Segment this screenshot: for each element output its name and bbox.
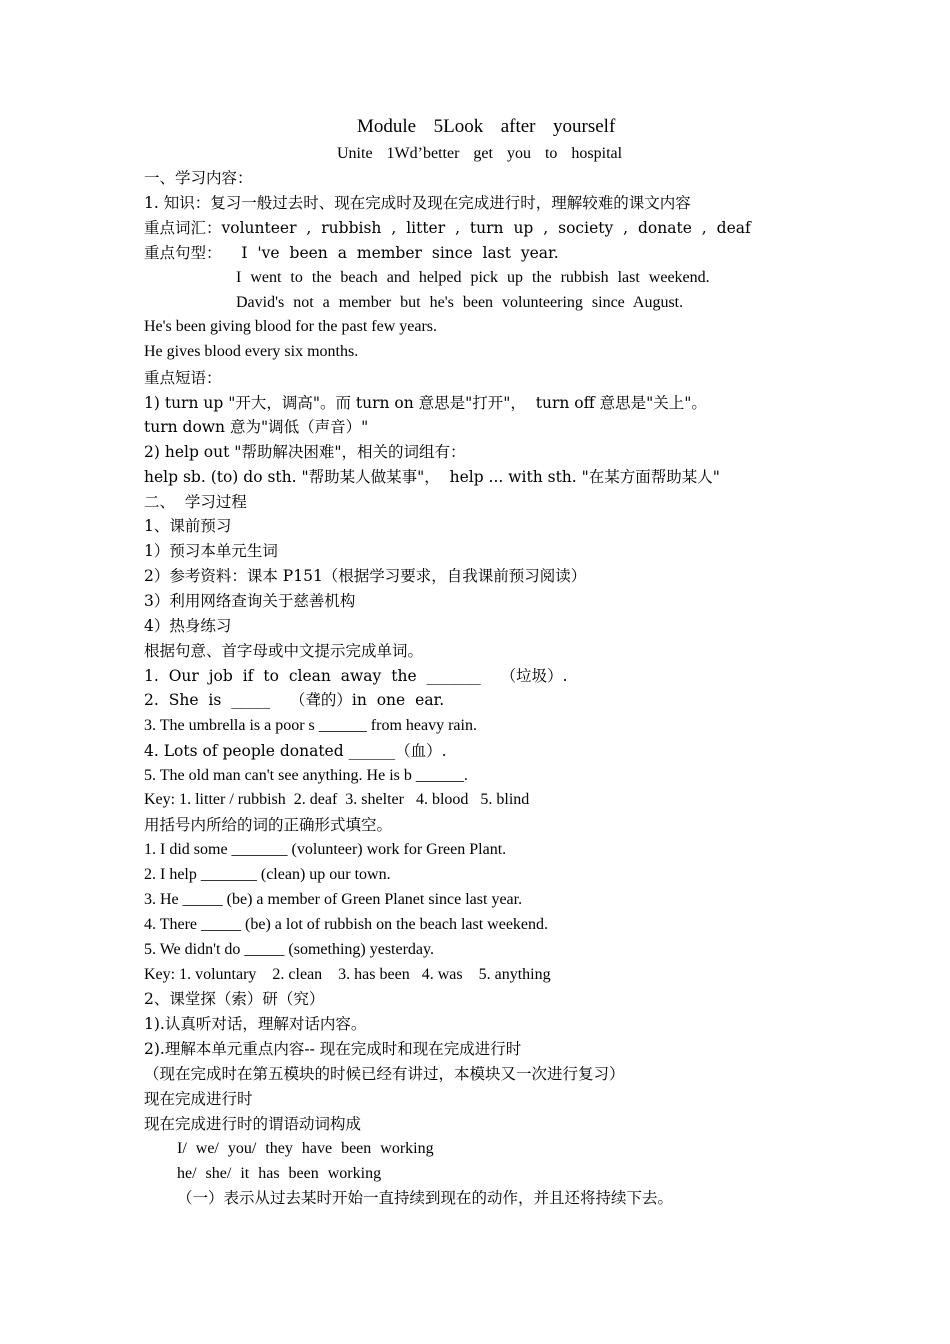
text-line: 现在完成进行时的谓语动词构成	[144, 1115, 362, 1133]
answer-key: Key: 1. voluntary 2. clean 3. has been 4. was 5. anything	[144, 966, 551, 983]
sentence-line: David's not a member but he's been volunteering since August.	[236, 294, 684, 311]
sentence-line: He's been giving blood for the past few years.	[144, 318, 438, 335]
sentence-line: I went to the beach and helped pick up the rubbish last weekend.	[236, 269, 710, 286]
document-title: Module 5Look after yourself	[357, 116, 616, 137]
section-heading: 一、学习内容：	[144, 169, 253, 187]
text-line: （现在完成时在第五模块的时候已经有讲过，本模块又一次进行复习）	[144, 1065, 625, 1083]
text-line: 1、课前预习	[144, 517, 232, 535]
text-line: 3）利用网络查询关于慈善机构	[144, 592, 356, 610]
document-subtitle: Unite 1Wd’better get you to hospital	[337, 145, 623, 162]
text-line: 4）热身练习	[144, 617, 232, 635]
text-line: 2）参考资料：课本 P151（根据学习要求，自我课前预习阅读）	[144, 567, 587, 585]
answer-key: Key: 1. litter / rubbish 2. deaf 3. shelter 4. blood 5. blind	[144, 791, 530, 808]
text-line: 2、课堂探（索）研（究）	[144, 990, 325, 1008]
text-line: 现在完成进行时	[144, 1090, 253, 1108]
structure-line: he/ she/ it has been working	[177, 1165, 382, 1182]
exercise-line: 5. We didn't do _____ (something) yesterday.	[144, 941, 434, 958]
exercise-line: 2. She is _____ （聋的）in one ear.	[144, 691, 445, 709]
exercise-line: 3. The umbrella is a poor s ______ from heavy rain.	[144, 717, 477, 734]
phrase-line: help sb. (to) do sth. "帮助某人做某事"， help ... with sth. "在某方面帮助某人"	[144, 468, 720, 486]
sentence-line: He gives blood every six months.	[144, 343, 359, 360]
exercise-line: 4. There _____ (be) a lot of rubbish on the beach last weekend.	[144, 916, 549, 933]
phrase-line: turn down 意为"调低（声音）"	[144, 418, 369, 436]
text-line: 1）预习本单元生词	[144, 542, 278, 560]
exercise-line: 3. He _____ (be) a member of Green Planet since last year.	[144, 891, 523, 908]
text-line: 1).认真听对话，理解对话内容。	[144, 1015, 367, 1033]
text-line: 用括号内所给的词的正确形式填空。	[144, 816, 393, 834]
section-heading: 重点短语：	[144, 369, 222, 387]
exercise-line: 2. I help _______ (clean) up our town.	[144, 866, 391, 883]
exercise-line: 1. I did some _______ (volunteer) work for Green Plant.	[144, 841, 507, 858]
text-line: 根据句意、首字母或中文提示完成单词。	[144, 642, 424, 660]
exercise-line: 4. Lots of people donated ______（血）.	[144, 742, 447, 760]
exercise-line: 1. Our job if to clean away the _______ （垃圾）.	[144, 667, 568, 685]
phrase-line: 2) help out "帮助解决困难"，相关的词组有：	[144, 443, 466, 461]
exercise-line: 5. The old man can't see anything. He is b ______.	[144, 767, 468, 784]
vocab-line: 重点词汇：volunteer , rubbish , litter , turn up , society , donate , deaf	[144, 219, 751, 237]
sentence-line: 重点句型： I 've been a member since last year.	[144, 244, 559, 262]
structure-line: I/ we/ you/ they have been working	[177, 1140, 434, 1157]
text-line: （一）表示从过去某时开始一直持续到现在的动作，并且还将持续下去。	[177, 1189, 674, 1207]
text-line: 1. 知识：复习一般过去时、现在完成时及现在完成进行时，理解较难的课文内容	[144, 194, 691, 212]
text-line: 2).理解本单元重点内容-- 现在完成时和现在完成进行时	[144, 1040, 522, 1058]
section-heading: 二、 学习过程	[144, 493, 247, 511]
phrase-line: 1) turn up "开大，调高"。而 turn on 意思是"打开"， turn off 意思是"关上"。	[144, 394, 707, 412]
